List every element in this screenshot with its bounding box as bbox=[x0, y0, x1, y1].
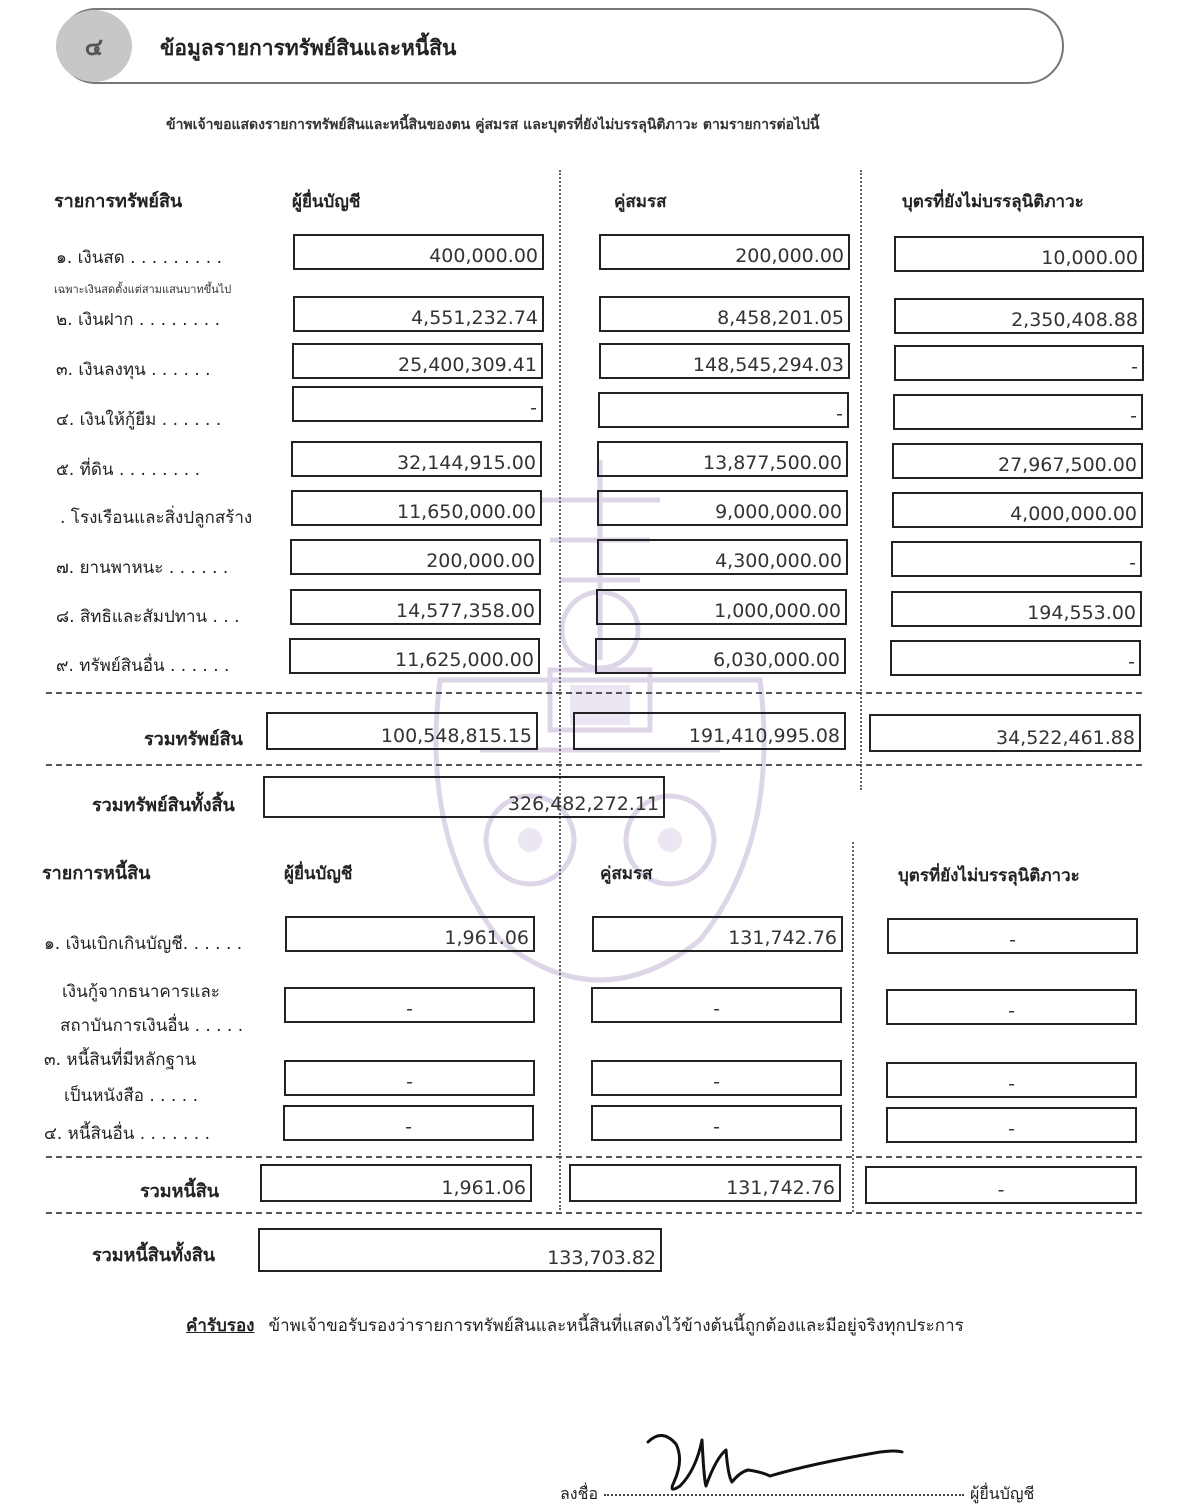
liability-row-label: เงินกู้จากธนาคารและ bbox=[62, 982, 220, 1002]
column-divider bbox=[860, 170, 862, 790]
liabilities-heading: รายการหนี้สิน bbox=[42, 863, 151, 884]
row-separator bbox=[46, 764, 1142, 766]
liability-other-spouse: - bbox=[591, 1105, 842, 1141]
liabilities-total-label: รวมหนี้สิน bbox=[140, 1181, 220, 1202]
liabilities-total-spouse: 131,742.76 bbox=[569, 1164, 841, 1202]
row-separator bbox=[46, 1156, 1142, 1158]
liability-row-label: ๓. หนี้สินที่มีหลักฐาน bbox=[44, 1050, 197, 1070]
assets-grand-total-label: รวมทรัพย์สินทั้งสิ้น bbox=[92, 795, 235, 816]
liability-row-label-cont: เป็นหนังสือ . . . . . bbox=[64, 1086, 198, 1106]
liabilities-grand-total: 133,703.82 bbox=[258, 1228, 662, 1272]
asset-loan-children: - bbox=[893, 394, 1143, 430]
liability-overdraft-spouse: 131,742.76 bbox=[592, 916, 843, 952]
liabilities-total-children: - bbox=[865, 1166, 1137, 1204]
asset-row-label: ๑. เงินสด . . . . . . . . . bbox=[56, 248, 223, 268]
asset-deposit-spouse: 8,458,201.05 bbox=[599, 296, 850, 332]
liability-other-children: - bbox=[886, 1107, 1137, 1143]
asset-row-label: ๙. ทรัพย์สินอื่น . . . . . . bbox=[56, 656, 230, 676]
assets-total-label: รวมทรัพย์สิน bbox=[144, 729, 243, 750]
asset-row-label: ๓. เงินลงทุน . . . . . . bbox=[56, 360, 211, 380]
liability-row-label: ๑. เงินเบิกเกินบัญชี. . . . . . bbox=[44, 934, 243, 954]
asset-cash-spouse: 200,000.00 bbox=[599, 234, 850, 270]
assets-heading: รายการทรัพย์สิน bbox=[54, 191, 183, 212]
liability-overdraft-declarant: 1,961.06 bbox=[285, 916, 535, 952]
asset-land-spouse: 13,877,500.00 bbox=[597, 441, 848, 477]
row-separator bbox=[46, 1212, 1142, 1214]
handwritten-signature-icon bbox=[640, 1420, 910, 1500]
certification-statement bbox=[186, 1312, 964, 1339]
asset-row-label: . โรงเรือนและสิ่งปลูกสร้าง bbox=[60, 508, 253, 528]
assets-total-declarant: 100,548,815.15 bbox=[266, 712, 538, 750]
assets-col-spouse: คู่สมรส bbox=[614, 192, 667, 212]
liability-bankloan-spouse: - bbox=[591, 987, 842, 1023]
assets-grand-total: 326,482,272.11 bbox=[263, 776, 665, 818]
asset-row-label: ๘. สิทธิและสัมปทาน . . . bbox=[56, 607, 240, 627]
liability-documented-children: - bbox=[886, 1062, 1137, 1098]
column-divider bbox=[559, 170, 561, 1210]
certification-key: คำรับรอง bbox=[186, 1316, 255, 1336]
liability-documented-spouse: - bbox=[591, 1060, 842, 1096]
asset-land-children: 27,967,500.00 bbox=[892, 443, 1143, 479]
asset-loan-declarant: - bbox=[292, 386, 543, 422]
asset-other-spouse: 6,030,000.00 bbox=[595, 638, 846, 674]
asset-rights-children: 194,553.00 bbox=[891, 591, 1142, 627]
liability-overdraft-children: - bbox=[887, 918, 1138, 954]
liabilities-grand-total-label: รวมหนี้สินทั้งสิน bbox=[92, 1245, 216, 1266]
asset-row-label: ๗. ยานพาหนะ . . . . . . bbox=[56, 558, 229, 578]
asset-cash-children: 10,000.00 bbox=[894, 236, 1144, 272]
asset-vehicle-spouse: 4,300,000.00 bbox=[597, 539, 848, 575]
asset-building-children: 4,000,000.00 bbox=[892, 492, 1143, 528]
liability-other-declarant: - bbox=[283, 1105, 534, 1141]
cash-note: เฉพาะเงินสดตั้งแต่สามแสนบาทขึ้นไป bbox=[54, 283, 232, 296]
section-number-badge: ๔ bbox=[56, 10, 132, 82]
liabilities-total-declarant: 1,961.06 bbox=[260, 1164, 532, 1202]
liability-documented-declarant: - bbox=[284, 1060, 535, 1096]
signature-prefix: ลงชื่อ bbox=[560, 1484, 599, 1503]
asset-rights-spouse: 1,000,000.00 bbox=[596, 589, 847, 625]
liability-bankloan-declarant: - bbox=[284, 987, 535, 1023]
asset-other-children: - bbox=[890, 640, 1141, 676]
asset-building-declarant: 11,650,000.00 bbox=[291, 490, 542, 526]
asset-deposit-children: 2,350,408.88 bbox=[894, 298, 1144, 334]
asset-row-label: ๒. เงินฝาก . . . . . . . . bbox=[56, 310, 221, 330]
certification-text: ข้าพเจ้าขอรับรองว่ารายการทรัพย์สินและหนี้สินที่แสดงไว้ข้างต้นนี้ถูกต้องและมีอยู่จริงทุกประการ bbox=[268, 1316, 964, 1336]
assets-total-spouse: 191,410,995.08 bbox=[573, 712, 846, 750]
liabilities-col-children: บุตรที่ยังไม่บรรลุนิติภาวะ bbox=[898, 866, 1080, 886]
intro-statement: ข้าพเจ้าขอแสดงรายการทรัพย์สินและหนี้สินของตน คู่สมรส และบุตรที่ยังไม่บรรลุนิติภาวะ ตามรายการต่อไปนี้ bbox=[166, 117, 820, 133]
asset-building-spouse: 9,000,000.00 bbox=[597, 490, 848, 526]
asset-investment-declarant: 25,400,309.41 bbox=[292, 343, 543, 379]
asset-loan-spouse: - bbox=[598, 392, 849, 428]
asset-investment-children: - bbox=[894, 345, 1144, 381]
asset-vehicle-declarant: 200,000.00 bbox=[290, 539, 541, 575]
liability-row-label-cont: สถาบันการเงินอื่น . . . . . bbox=[60, 1016, 244, 1036]
asset-row-label: ๕. ที่ดิน . . . . . . . . bbox=[56, 460, 201, 480]
signature-role: ผู้ยื่นบัญชี bbox=[970, 1484, 1035, 1503]
liability-bankloan-children: - bbox=[886, 989, 1137, 1025]
assets-col-declarant: ผู้ยื่นบัญชี bbox=[292, 192, 361, 212]
liability-row-label: ๔. หนี้สินอื่น . . . . . . . bbox=[44, 1124, 210, 1144]
liabilities-col-spouse: คู่สมรส bbox=[600, 864, 653, 884]
asset-investment-spouse: 148,545,294.03 bbox=[599, 343, 850, 379]
liabilities-col-declarant: ผู้ยื่นบัญชี bbox=[284, 864, 353, 884]
row-separator bbox=[46, 692, 1142, 694]
section-title: ข้อมูลรายการทรัพย์สินและหนี้สิน bbox=[160, 36, 457, 60]
assets-total-children: 34,522,461.88 bbox=[869, 714, 1141, 752]
asset-other-declarant: 11,625,000.00 bbox=[289, 638, 540, 674]
asset-rights-declarant: 14,577,358.00 bbox=[290, 589, 541, 625]
assets-col-children: บุตรที่ยังไม่บรรลุนิติภาวะ bbox=[902, 192, 1084, 212]
asset-vehicle-children: - bbox=[891, 541, 1142, 577]
asset-row-label: ๔. เงินให้กู้ยืม . . . . . . bbox=[56, 410, 222, 430]
asset-deposit-declarant: 4,551,232.74 bbox=[293, 296, 544, 332]
asset-cash-declarant: 400,000.00 bbox=[293, 234, 544, 270]
asset-land-declarant: 32,144,915.00 bbox=[291, 441, 542, 477]
